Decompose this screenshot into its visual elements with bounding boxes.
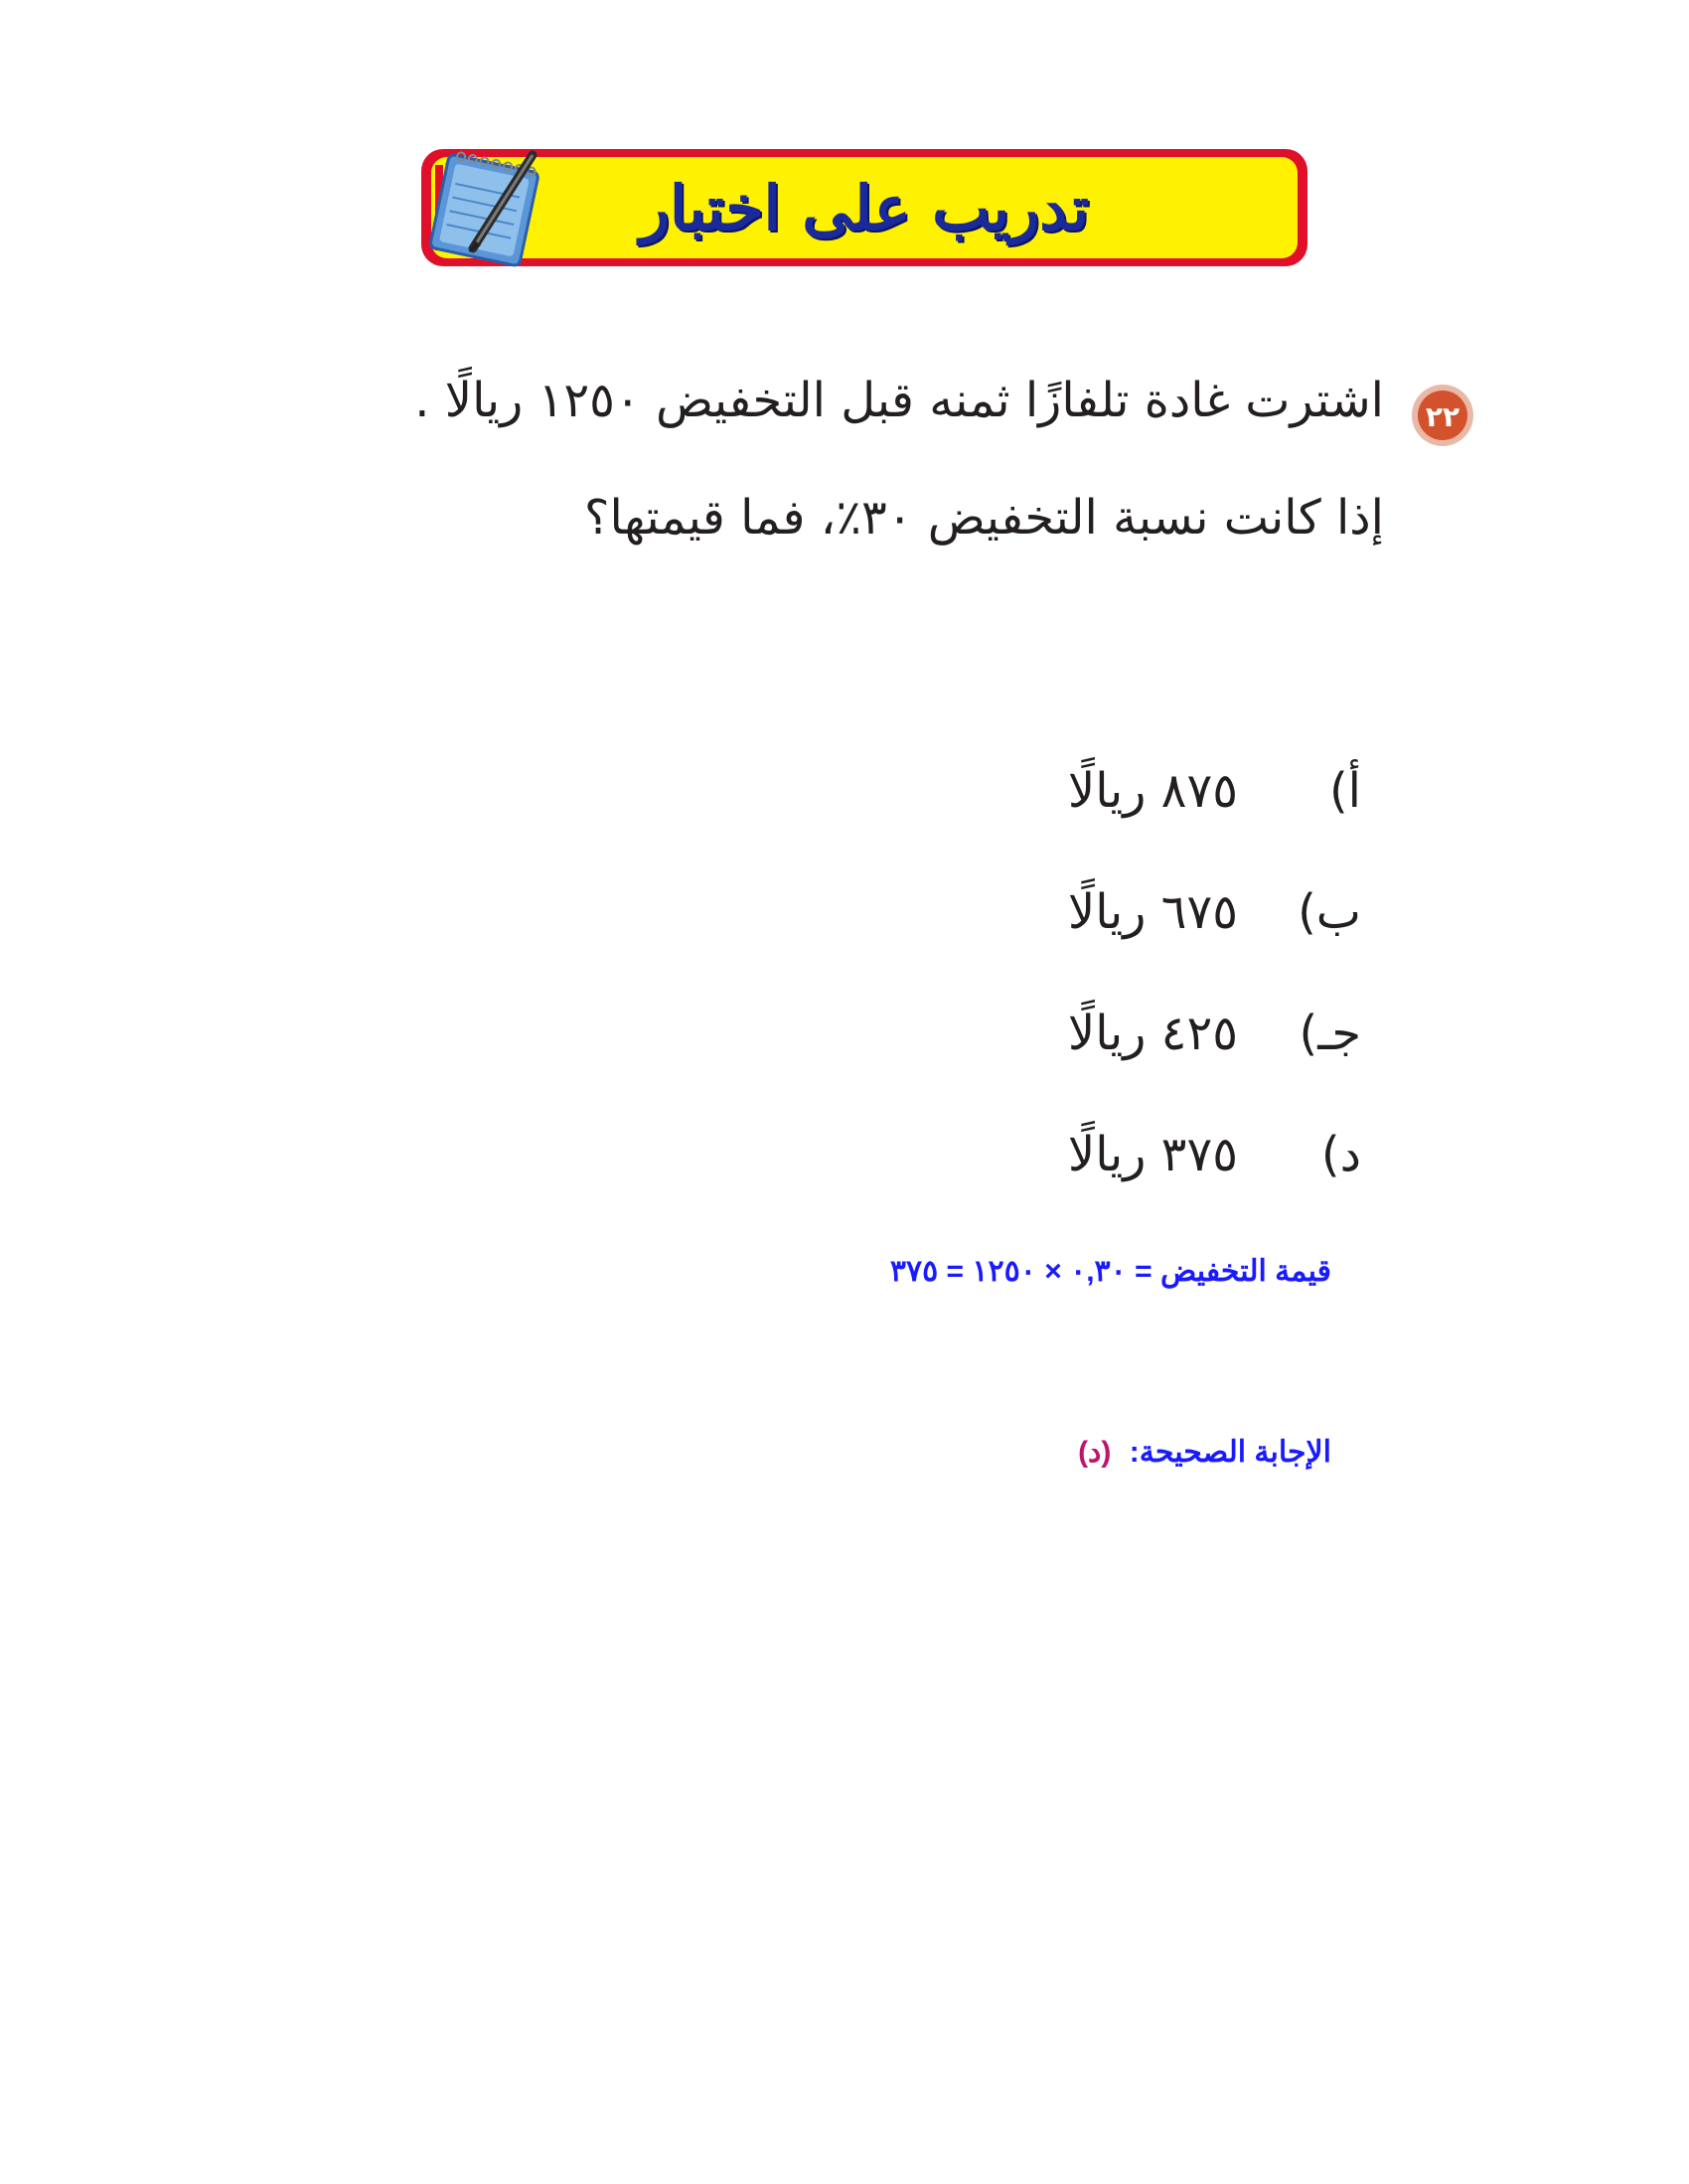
option-value: ٣٧٥ ريالًا — [1067, 1127, 1238, 1182]
option-c — [1023, 973, 1361, 1094]
question-number: ٢٢ — [1425, 400, 1460, 433]
answer-options — [1023, 730, 1361, 1215]
option-value: ٤٢٥ ريالًا — [1067, 1006, 1238, 1061]
option-letter: أ) — [1328, 763, 1361, 819]
question-text-line-2: إذا كانت نسبة التخفيض ٣٠٪، فما قيمتها؟ — [583, 490, 1384, 546]
option-value: ٨٧٥ ريالًا — [1067, 763, 1238, 819]
option-letter: د) — [1320, 1127, 1361, 1182]
correct-answer-value: (د) — [1078, 1436, 1112, 1469]
option-letter: ب) — [1298, 884, 1361, 940]
correct-answer — [775, 1435, 1331, 1470]
notebook-pen-icon — [417, 145, 556, 270]
option-b — [1023, 852, 1361, 973]
question-text-line-1: اشترت غادة تلفازًا ثمنه قبل التخفيض ١٢٥٠ ريالًا . — [414, 373, 1384, 428]
solution-text: قيمة التخفيض = ٠,٣٠ × ١٢٥٠ = ٣٧٥ — [889, 1255, 1331, 1288]
option-d — [1023, 1094, 1361, 1215]
option-a — [1023, 730, 1361, 852]
section-banner — [417, 145, 1331, 270]
correct-answer-label: الإجابة الصحيحة: — [1129, 1436, 1331, 1469]
banner-title: تدريب على اختبار — [639, 171, 1090, 244]
question-number-badge — [1410, 383, 1475, 448]
option-value: ٦٧٥ ريالًا — [1067, 884, 1238, 940]
option-letter: جـ) — [1299, 1006, 1361, 1061]
